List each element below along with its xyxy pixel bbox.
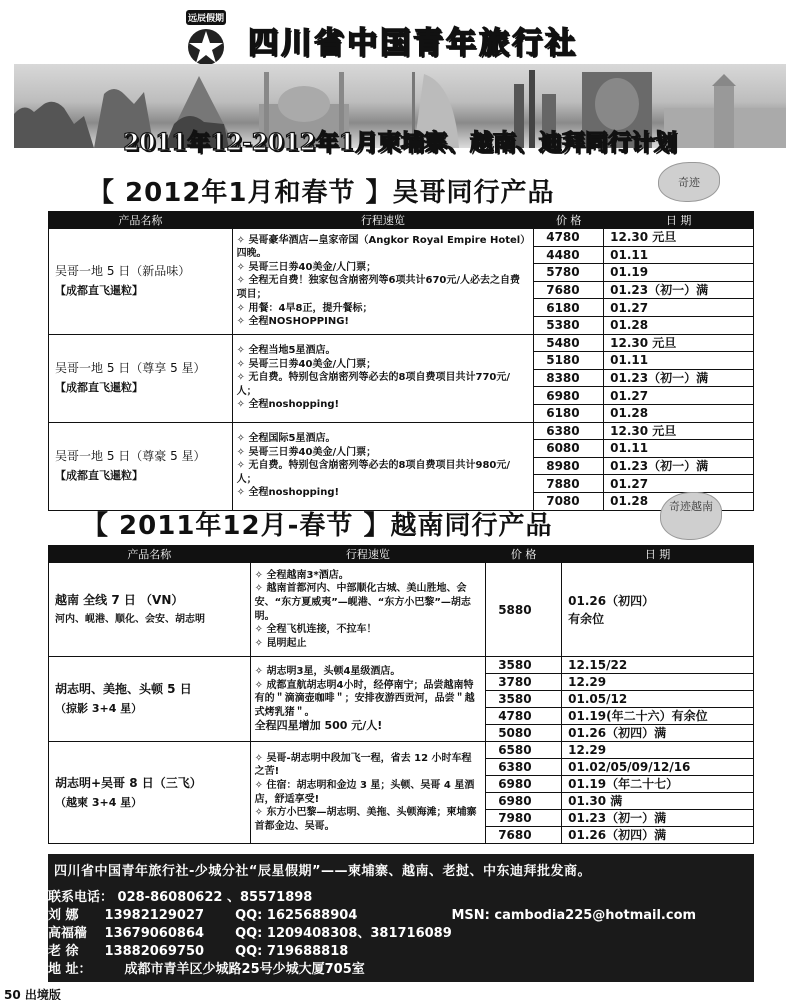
price-cell: 5380 [534, 316, 604, 334]
itinerary-line: ✧ 住宿：胡志明和金边 3 星；头顿、吴哥 4 星酒店，舒适享受! [254, 779, 475, 805]
product-name: 吴哥一地 5 日（新品味） [55, 264, 191, 279]
itinerary-line: ✧ 无自费。特别包含崩密列等必去的8项自费项目共计770元/人； [236, 372, 511, 397]
itinerary-line: ✧ 全程noshopping! [236, 399, 340, 411]
date-cell: 01.23（初一）满 [604, 281, 754, 299]
contact-name: 刘 娜 [48, 908, 79, 923]
contact-footer [48, 854, 754, 982]
price-cell: 3580 [486, 657, 562, 674]
date-cell: 12.29 [562, 742, 754, 759]
table-header-row [49, 212, 754, 229]
itinerary-line: ✧ 越南首都河内、中部顺化古城、美山胜地、会安、“东方夏威夷”—岘港、“东方小巴黎”—胡志明。 [254, 583, 471, 622]
price-cell: 6980 [534, 387, 604, 405]
date-cell: 01.28 [604, 316, 754, 334]
angkor-products-table [48, 211, 754, 511]
itinerary-line: ✧ 全程国际5星酒店。 [236, 433, 336, 445]
date-cell: 01.28 [604, 404, 754, 422]
qq-value: 719688818 [266, 944, 349, 959]
msn-label: MSN: [451, 908, 490, 923]
date-cell: 01.19(年二十六）有余位 [562, 708, 754, 725]
itinerary-line: ✧ 全程NOSHOPPING! [236, 316, 349, 328]
itinerary-cell [250, 563, 486, 657]
qq-label: QQ: [235, 926, 263, 941]
col-price: 价 格 [486, 546, 562, 563]
date-cell: 01.05/12 [562, 691, 754, 708]
price-cell: 8980 [534, 457, 604, 475]
section2-stamp: 奇迹越南 [660, 492, 722, 540]
product-name: 越南 全线 7 日 （VN） [55, 592, 184, 607]
itinerary-line: ✧ 胡志明3星，头顿4星级酒店。 [254, 666, 401, 678]
itinerary-cell [232, 229, 534, 335]
itinerary-cell [250, 657, 486, 742]
table-row [49, 563, 754, 657]
qq-value: 1209408308、381716089 [266, 926, 452, 941]
product-name: 胡志明、美拖、头顿 5 日 [55, 682, 192, 696]
price-cell: 7980 [486, 810, 562, 827]
price-cell: 4780 [534, 229, 604, 247]
price-cell: 6580 [486, 742, 562, 759]
date-cell: 01.27 [604, 387, 754, 405]
itinerary-cell [232, 422, 534, 510]
footer-slogan: 四川省中国青年旅行社-少城分社“辰星假期”——柬埔寨、越南、老挝、中东迪拜批发商。 [54, 864, 591, 879]
date-cell: 01.23（初一）满 [562, 810, 754, 827]
itinerary-line: ✧ 无自费。特别包含崩密列等必去的8项自费项目共计980元/人； [236, 460, 511, 485]
col-date: 日 期 [562, 546, 754, 563]
date-cell [562, 563, 754, 657]
price-cell: 4780 [486, 708, 562, 725]
date-line: 有余位 [568, 611, 605, 626]
qq-label: QQ: [235, 944, 263, 959]
price-cell: 5880 [486, 563, 562, 657]
price-cell: 5480 [534, 334, 604, 352]
contact-name: 老 徐 [48, 944, 79, 959]
itinerary-line: ✧ 吴哥三日劵40美金/人门票； [236, 261, 377, 273]
table-row [49, 334, 754, 352]
product-cell [49, 334, 233, 422]
date-cell: 12.15/22 [562, 657, 754, 674]
product-name: 吴哥一地 5 日（尊豪 5 星） [55, 449, 206, 464]
address-label: 地 址： [48, 962, 92, 977]
date-cell: 01.27 [604, 299, 754, 317]
product-name: 吴哥一地 5 日（尊享 5 星） [55, 361, 206, 376]
col-itinerary: 行程速览 [232, 212, 534, 229]
product-cell [49, 742, 251, 844]
date-cell: 01.26（初四）满 [562, 725, 754, 742]
contact-address [48, 958, 365, 977]
company-logo [176, 6, 236, 62]
qq-value: 1625688904 [266, 908, 358, 923]
contact-line-1 [48, 904, 696, 923]
price-cell: 4480 [534, 246, 604, 264]
company-title: 四川省中国青年旅行社 [248, 26, 578, 61]
col-product-name: 产品名称 [49, 212, 233, 229]
price-cell: 5180 [534, 352, 604, 370]
price-cell: 5780 [534, 264, 604, 282]
contact-name: 高福穑 [48, 926, 88, 941]
product-sub: 河内、岘港、顺化、会安、胡志明 [55, 613, 205, 625]
date-cell: 01.11 [604, 352, 754, 370]
product-name: 胡志明+吴哥 8 日（三飞） [55, 775, 202, 790]
price-cell: 7680 [486, 827, 562, 844]
itinerary-line: ✧ 吴哥三日劵40美金/人门票； [236, 446, 377, 458]
date-cell: 01.19（年二十七） [562, 776, 754, 793]
price-cell: 7680 [534, 281, 604, 299]
table-header-row [49, 546, 754, 563]
itinerary-cell [250, 742, 486, 844]
itinerary-line: 全程四星增加 500 元/人! [254, 719, 383, 733]
page-number: 50 出境版 [4, 988, 61, 1000]
phone-value: 028-86080622 、85571898 [117, 890, 313, 905]
header [0, 0, 800, 156]
itinerary-line: ✧ 全程飞机连接，不拉车！ [254, 624, 377, 636]
date-cell: 12.30 元旦 [604, 334, 754, 352]
price-cell: 7880 [534, 475, 604, 493]
itinerary-line: ✧ 全程当地5星酒店。 [236, 345, 336, 357]
price-cell: 8380 [534, 369, 604, 387]
date-cell: 01.11 [604, 246, 754, 264]
itinerary-line: ✧ 用餐：4早8正，提升餐标； [236, 302, 373, 314]
date-cell: 12.30 元旦 [604, 422, 754, 440]
date-cell: 12.30 元旦 [604, 229, 754, 247]
col-itinerary: 行程速览 [250, 546, 486, 563]
itinerary-line: ✧ 吴哥-胡志明中段加飞一程，省去 12 小时车程之苦! [254, 752, 472, 778]
contact-line-2 [48, 922, 452, 941]
date-cell: 01.28 [604, 492, 754, 510]
col-product-name: 产品名称 [49, 546, 251, 563]
contact-phone: 13982129027 [104, 908, 205, 923]
itinerary-line: ✧ 全程越南3*酒店。 [254, 569, 349, 581]
product-sub: （越柬 3+4 星） [55, 795, 143, 809]
qq-label: QQ: [235, 908, 263, 923]
product-sub: （掠影 3+4 星） [55, 702, 143, 715]
date-cell: 01.30 满 [562, 793, 754, 810]
price-cell: 5080 [486, 725, 562, 742]
msn-value: cambodia225@hotmail.com [494, 908, 697, 923]
logo-ribbon: 远辰假期 [186, 10, 226, 25]
price-cell: 6380 [486, 759, 562, 776]
date-cell: 01.23（初一）满 [604, 457, 754, 475]
col-price: 价 格 [534, 212, 604, 229]
col-date: 日 期 [604, 212, 754, 229]
price-cell: 6380 [534, 422, 604, 440]
section1-heading: 【 2012年1月和春节 】吴哥同行产品 [88, 178, 555, 208]
price-cell: 7080 [534, 492, 604, 510]
table-row [49, 742, 754, 759]
product-sub: 【成都直飞暹粒】 [55, 469, 143, 483]
date-cell: 12.29 [562, 674, 754, 691]
table-row [49, 229, 754, 247]
date-cell: 01.19 [604, 264, 754, 282]
star-icon [184, 27, 228, 67]
contact-phone-line [48, 886, 312, 905]
price-cell: 6180 [534, 404, 604, 422]
product-cell [49, 422, 233, 510]
product-sub: 【成都直飞暹粒】 [55, 284, 143, 298]
phone-label: 联系电话： [48, 890, 114, 905]
price-cell: 6180 [534, 299, 604, 317]
table-row [49, 422, 754, 440]
vietnam-products-table [48, 545, 754, 844]
price-cell: 6080 [534, 440, 604, 458]
itinerary-line: ✧ 东方小巴黎—胡志明、美拖、头顿海滩；柬埔寨首都金边、吴哥。 [254, 807, 477, 832]
address-value: 成都市青羊区少城路25号少城大厦705室 [124, 962, 365, 977]
contact-phone: 13679060864 [104, 926, 205, 941]
date-cell: 01.27 [604, 475, 754, 493]
date-cell: 01.23（初一）满 [604, 369, 754, 387]
price-cell: 6980 [486, 776, 562, 793]
date-cell: 01.02/05/09/12/16 [562, 759, 754, 776]
date-cell: 01.11 [604, 440, 754, 458]
section2-heading: 【 2011年12月-春节 】越南同行产品 [82, 511, 553, 541]
product-cell [49, 229, 233, 335]
contact-line-3 [48, 940, 348, 959]
itinerary-cell [232, 334, 534, 422]
itinerary-line: ✧ 吴哥豪华酒店—皇家帝国（Angkor Royal Empire Hotel）四晚。 [236, 234, 526, 260]
itinerary-line: ✧ 昆明起止 [254, 637, 307, 649]
price-cell: 3780 [486, 674, 562, 691]
itinerary-line: ✧ 成都直航胡志明4小时，经停南宁；品尝越南特有的＂滴滴壶咖啡＂；安排夜游西贡河，品尝＂越式烤乳猪＂。 [254, 679, 475, 718]
product-cell [49, 563, 251, 657]
date-line: 01.26（初四） [568, 593, 655, 608]
date-cell: 01.26（初四）满 [562, 827, 754, 844]
price-cell: 6980 [486, 793, 562, 810]
itinerary-line: ✧ 全程noshopping! [236, 487, 340, 499]
banner-title: 2011年12-2012年1月柬埔寨、越南、迪拜同行计划 [123, 129, 677, 156]
product-sub: 【成都直飞暹粒】 [55, 381, 143, 395]
section1-stamp: 奇迹 [658, 162, 720, 202]
itinerary-line: ✧ 全程无自费！独家包含崩密列等6项共计670元/人必去之自费项目； [236, 275, 521, 301]
price-cell: 3580 [486, 691, 562, 708]
product-cell [49, 657, 251, 742]
table-row [49, 657, 754, 674]
contact-phone: 13882069750 [104, 944, 205, 959]
itinerary-line: ✧ 吴哥三日劵40美金/人门票； [236, 358, 377, 370]
